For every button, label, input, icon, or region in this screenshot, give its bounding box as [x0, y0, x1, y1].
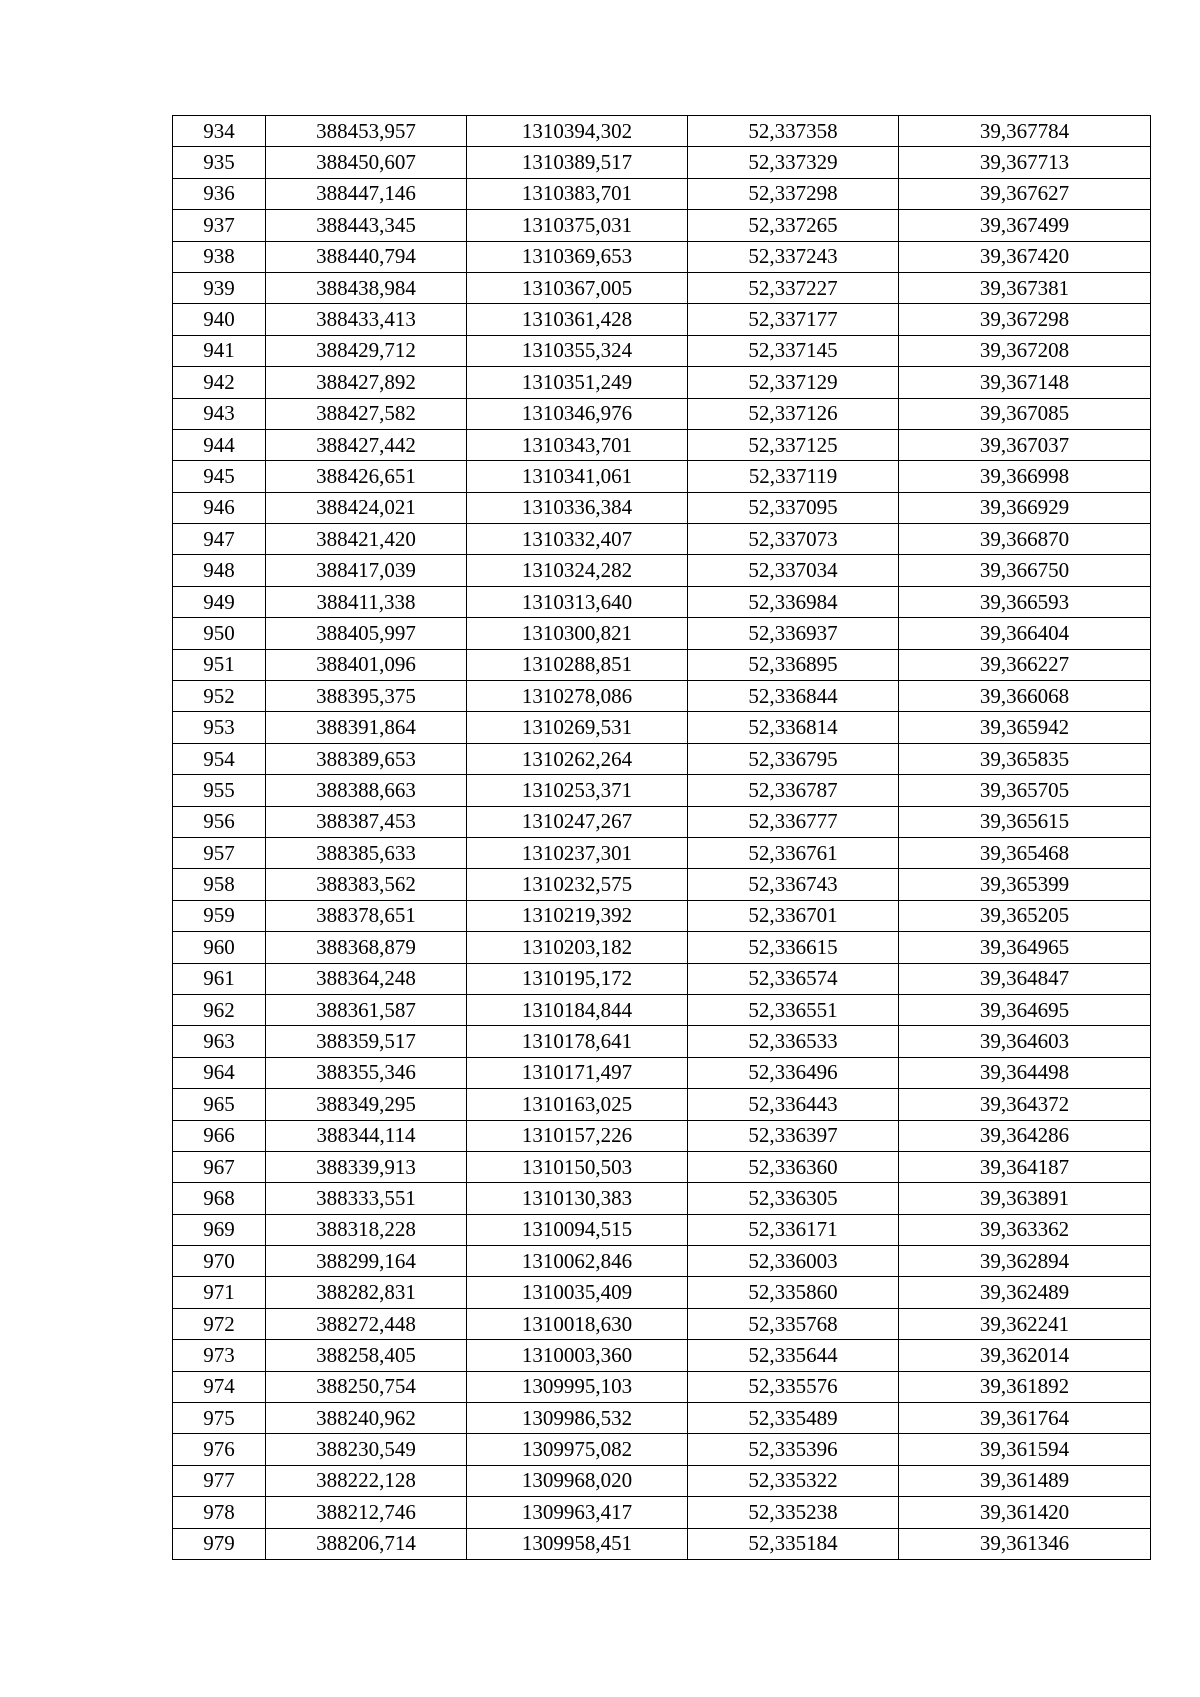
latitude-cell: 52,336171	[688, 1214, 899, 1245]
longitude-cell: 39,366870	[899, 524, 1151, 555]
y-coordinate-cell: 1310375,031	[467, 210, 688, 241]
x-coordinate-cell: 388282,831	[266, 1277, 467, 1308]
x-coordinate-cell: 388344,114	[266, 1120, 467, 1151]
latitude-cell: 52,336397	[688, 1120, 899, 1151]
x-coordinate-cell: 388440,794	[266, 241, 467, 272]
longitude-cell: 39,366068	[899, 681, 1151, 712]
table-row	[173, 1308, 1151, 1339]
y-coordinate-cell: 1310361,428	[467, 304, 688, 335]
y-coordinate-cell: 1310394,302	[467, 116, 688, 147]
latitude-cell: 52,336443	[688, 1089, 899, 1120]
longitude-cell: 39,365835	[899, 743, 1151, 774]
latitude-cell: 52,337095	[688, 492, 899, 523]
point-number-cell: 955	[173, 775, 266, 806]
longitude-cell: 39,367627	[899, 178, 1151, 209]
latitude-cell: 52,336533	[688, 1026, 899, 1057]
latitude-cell: 52,336305	[688, 1183, 899, 1214]
point-number-cell: 979	[173, 1528, 266, 1559]
x-coordinate-cell: 388427,582	[266, 398, 467, 429]
y-coordinate-cell: 1310163,025	[467, 1089, 688, 1120]
point-number-cell: 961	[173, 963, 266, 994]
table-row	[173, 806, 1151, 837]
latitude-cell: 52,337227	[688, 272, 899, 303]
latitude-cell: 52,337358	[688, 116, 899, 147]
x-coordinate-cell: 388385,633	[266, 837, 467, 868]
latitude-cell: 52,335396	[688, 1434, 899, 1465]
x-coordinate-cell: 388349,295	[266, 1089, 467, 1120]
table-row	[173, 586, 1151, 617]
table-row	[173, 900, 1151, 931]
y-coordinate-cell: 1310130,383	[467, 1183, 688, 1214]
longitude-cell: 39,364847	[899, 963, 1151, 994]
table-row	[173, 837, 1151, 868]
table-row	[173, 1277, 1151, 1308]
latitude-cell: 52,336615	[688, 932, 899, 963]
x-coordinate-cell: 388427,442	[266, 429, 467, 460]
point-number-cell: 949	[173, 586, 266, 617]
y-coordinate-cell: 1310369,653	[467, 241, 688, 272]
latitude-cell: 52,335322	[688, 1465, 899, 1496]
point-number-cell: 941	[173, 335, 266, 366]
table-row	[173, 775, 1151, 806]
latitude-cell: 52,337265	[688, 210, 899, 241]
x-coordinate-cell: 388212,746	[266, 1497, 467, 1528]
latitude-cell: 52,337129	[688, 367, 899, 398]
table-row	[173, 461, 1151, 492]
longitude-cell: 39,364695	[899, 994, 1151, 1025]
table-row	[173, 272, 1151, 303]
x-coordinate-cell: 388383,562	[266, 869, 467, 900]
y-coordinate-cell: 1310195,172	[467, 963, 688, 994]
table-row	[173, 116, 1151, 147]
x-coordinate-cell: 388258,405	[266, 1340, 467, 1371]
point-number-cell: 969	[173, 1214, 266, 1245]
y-coordinate-cell: 1310300,821	[467, 618, 688, 649]
y-coordinate-cell: 1309995,103	[467, 1371, 688, 1402]
x-coordinate-cell: 388453,957	[266, 116, 467, 147]
table-row	[173, 492, 1151, 523]
point-number-cell: 948	[173, 555, 266, 586]
x-coordinate-cell: 388443,345	[266, 210, 467, 241]
latitude-cell: 52,337177	[688, 304, 899, 335]
latitude-cell: 52,336496	[688, 1057, 899, 1088]
point-number-cell: 970	[173, 1246, 266, 1277]
longitude-cell: 39,364965	[899, 932, 1151, 963]
table-row	[173, 178, 1151, 209]
y-coordinate-cell: 1310332,407	[467, 524, 688, 555]
point-number-cell: 962	[173, 994, 266, 1025]
point-number-cell: 973	[173, 1340, 266, 1371]
y-coordinate-cell: 1309968,020	[467, 1465, 688, 1496]
x-coordinate-cell: 388433,413	[266, 304, 467, 335]
latitude-cell: 52,337329	[688, 147, 899, 178]
point-number-cell: 934	[173, 116, 266, 147]
latitude-cell: 52,336814	[688, 712, 899, 743]
x-coordinate-cell: 388395,375	[266, 681, 467, 712]
table-row	[173, 1403, 1151, 1434]
longitude-cell: 39,365399	[899, 869, 1151, 900]
point-number-cell: 943	[173, 398, 266, 429]
table-row	[173, 1465, 1151, 1496]
x-coordinate-cell: 388429,712	[266, 335, 467, 366]
latitude-cell: 52,337126	[688, 398, 899, 429]
point-number-cell: 940	[173, 304, 266, 335]
point-number-cell: 965	[173, 1089, 266, 1120]
x-coordinate-cell: 388359,517	[266, 1026, 467, 1057]
point-number-cell: 959	[173, 900, 266, 931]
table-row	[173, 367, 1151, 398]
x-coordinate-cell: 388387,453	[266, 806, 467, 837]
table-row	[173, 681, 1151, 712]
point-number-cell: 947	[173, 524, 266, 555]
table-row	[173, 1057, 1151, 1088]
y-coordinate-cell: 1310003,360	[467, 1340, 688, 1371]
latitude-cell: 52,336551	[688, 994, 899, 1025]
point-number-cell: 956	[173, 806, 266, 837]
y-coordinate-cell: 1310247,267	[467, 806, 688, 837]
y-coordinate-cell: 1310219,392	[467, 900, 688, 931]
latitude-cell: 52,337119	[688, 461, 899, 492]
latitude-cell: 52,336761	[688, 837, 899, 868]
latitude-cell: 52,336895	[688, 649, 899, 680]
longitude-cell: 39,366750	[899, 555, 1151, 586]
latitude-cell: 52,336795	[688, 743, 899, 774]
y-coordinate-cell: 1310288,851	[467, 649, 688, 680]
longitude-cell: 39,363891	[899, 1183, 1151, 1214]
y-coordinate-cell: 1310269,531	[467, 712, 688, 743]
longitude-cell: 39,361346	[899, 1528, 1151, 1559]
x-coordinate-cell: 388222,128	[266, 1465, 467, 1496]
y-coordinate-cell: 1310341,061	[467, 461, 688, 492]
y-coordinate-cell: 1310278,086	[467, 681, 688, 712]
coordinates-table	[172, 115, 1151, 1560]
point-number-cell: 950	[173, 618, 266, 649]
y-coordinate-cell: 1310343,701	[467, 429, 688, 460]
table-row	[173, 1246, 1151, 1277]
point-number-cell: 945	[173, 461, 266, 492]
latitude-cell: 52,335576	[688, 1371, 899, 1402]
point-number-cell: 935	[173, 147, 266, 178]
table-row	[173, 869, 1151, 900]
table-row	[173, 398, 1151, 429]
longitude-cell: 39,365468	[899, 837, 1151, 868]
latitude-cell: 52,337073	[688, 524, 899, 555]
longitude-cell: 39,363362	[899, 1214, 1151, 1245]
point-number-cell: 957	[173, 837, 266, 868]
table-row	[173, 1026, 1151, 1057]
x-coordinate-cell: 388405,997	[266, 618, 467, 649]
longitude-cell: 39,367085	[899, 398, 1151, 429]
table-row	[173, 963, 1151, 994]
y-coordinate-cell: 1310313,640	[467, 586, 688, 617]
table-row	[173, 1497, 1151, 1528]
longitude-cell: 39,362894	[899, 1246, 1151, 1277]
point-number-cell: 938	[173, 241, 266, 272]
longitude-cell: 39,361594	[899, 1434, 1151, 1465]
latitude-cell: 52,336743	[688, 869, 899, 900]
table-row	[173, 429, 1151, 460]
y-coordinate-cell: 1310203,182	[467, 932, 688, 963]
latitude-cell: 52,336937	[688, 618, 899, 649]
x-coordinate-cell: 388230,549	[266, 1434, 467, 1465]
table-body	[173, 116, 1151, 1560]
y-coordinate-cell: 1310262,264	[467, 743, 688, 774]
longitude-cell: 39,361420	[899, 1497, 1151, 1528]
y-coordinate-cell: 1310351,249	[467, 367, 688, 398]
longitude-cell: 39,367499	[899, 210, 1151, 241]
x-coordinate-cell: 388424,021	[266, 492, 467, 523]
point-number-cell: 977	[173, 1465, 266, 1496]
point-number-cell: 966	[173, 1120, 266, 1151]
x-coordinate-cell: 388426,651	[266, 461, 467, 492]
longitude-cell: 39,367037	[899, 429, 1151, 460]
table-row	[173, 524, 1151, 555]
point-number-cell: 976	[173, 1434, 266, 1465]
x-coordinate-cell: 388240,962	[266, 1403, 467, 1434]
x-coordinate-cell: 388447,146	[266, 178, 467, 209]
y-coordinate-cell: 1310184,844	[467, 994, 688, 1025]
table-row	[173, 304, 1151, 335]
longitude-cell: 39,364372	[899, 1089, 1151, 1120]
y-coordinate-cell: 1309986,532	[467, 1403, 688, 1434]
point-number-cell: 951	[173, 649, 266, 680]
latitude-cell: 52,335768	[688, 1308, 899, 1339]
longitude-cell: 39,365705	[899, 775, 1151, 806]
latitude-cell: 52,335644	[688, 1340, 899, 1371]
latitude-cell: 52,335184	[688, 1528, 899, 1559]
x-coordinate-cell: 388438,984	[266, 272, 467, 303]
table-row	[173, 210, 1151, 241]
table-row	[173, 649, 1151, 680]
latitude-cell: 52,336844	[688, 681, 899, 712]
table-row	[173, 1214, 1151, 1245]
x-coordinate-cell: 388450,607	[266, 147, 467, 178]
point-number-cell: 964	[173, 1057, 266, 1088]
latitude-cell: 52,337125	[688, 429, 899, 460]
latitude-cell: 52,336984	[688, 586, 899, 617]
table-row	[173, 1183, 1151, 1214]
longitude-cell: 39,367148	[899, 367, 1151, 398]
latitude-cell: 52,337034	[688, 555, 899, 586]
y-coordinate-cell: 1309958,451	[467, 1528, 688, 1559]
y-coordinate-cell: 1310062,846	[467, 1246, 688, 1277]
x-coordinate-cell: 388333,551	[266, 1183, 467, 1214]
latitude-cell: 52,336003	[688, 1246, 899, 1277]
point-number-cell: 972	[173, 1308, 266, 1339]
point-number-cell: 975	[173, 1403, 266, 1434]
x-coordinate-cell: 388272,448	[266, 1308, 467, 1339]
table-row	[173, 932, 1151, 963]
x-coordinate-cell: 388364,248	[266, 963, 467, 994]
y-coordinate-cell: 1310018,630	[467, 1308, 688, 1339]
y-coordinate-cell: 1310253,371	[467, 775, 688, 806]
table-row	[173, 1151, 1151, 1182]
y-coordinate-cell: 1310355,324	[467, 335, 688, 366]
longitude-cell: 39,365205	[899, 900, 1151, 931]
longitude-cell: 39,365942	[899, 712, 1151, 743]
y-coordinate-cell: 1310178,641	[467, 1026, 688, 1057]
y-coordinate-cell: 1309975,082	[467, 1434, 688, 1465]
latitude-cell: 52,337145	[688, 335, 899, 366]
latitude-cell: 52,336701	[688, 900, 899, 931]
table-row	[173, 712, 1151, 743]
point-number-cell: 978	[173, 1497, 266, 1528]
x-coordinate-cell: 388427,892	[266, 367, 467, 398]
longitude-cell: 39,366404	[899, 618, 1151, 649]
longitude-cell: 39,367713	[899, 147, 1151, 178]
longitude-cell: 39,361892	[899, 1371, 1151, 1402]
longitude-cell: 39,364498	[899, 1057, 1151, 1088]
x-coordinate-cell: 388388,663	[266, 775, 467, 806]
table-row	[173, 147, 1151, 178]
x-coordinate-cell: 388378,651	[266, 900, 467, 931]
y-coordinate-cell: 1310324,282	[467, 555, 688, 586]
point-number-cell: 960	[173, 932, 266, 963]
point-number-cell: 968	[173, 1183, 266, 1214]
y-coordinate-cell: 1310367,005	[467, 272, 688, 303]
point-number-cell: 963	[173, 1026, 266, 1057]
y-coordinate-cell: 1310383,701	[467, 178, 688, 209]
point-number-cell: 946	[173, 492, 266, 523]
y-coordinate-cell: 1310389,517	[467, 147, 688, 178]
point-number-cell: 971	[173, 1277, 266, 1308]
longitude-cell: 39,364286	[899, 1120, 1151, 1151]
longitude-cell: 39,366227	[899, 649, 1151, 680]
table-row	[173, 1120, 1151, 1151]
longitude-cell: 39,366929	[899, 492, 1151, 523]
table-row	[173, 1528, 1151, 1559]
point-number-cell: 967	[173, 1151, 266, 1182]
x-coordinate-cell: 388206,714	[266, 1528, 467, 1559]
longitude-cell: 39,367208	[899, 335, 1151, 366]
point-number-cell: 953	[173, 712, 266, 743]
longitude-cell: 39,367420	[899, 241, 1151, 272]
x-coordinate-cell: 388417,039	[266, 555, 467, 586]
x-coordinate-cell: 388421,420	[266, 524, 467, 555]
x-coordinate-cell: 388318,228	[266, 1214, 467, 1245]
y-coordinate-cell: 1310094,515	[467, 1214, 688, 1245]
latitude-cell: 52,337243	[688, 241, 899, 272]
y-coordinate-cell: 1310237,301	[467, 837, 688, 868]
latitude-cell: 52,336777	[688, 806, 899, 837]
longitude-cell: 39,366998	[899, 461, 1151, 492]
y-coordinate-cell: 1310232,575	[467, 869, 688, 900]
point-number-cell: 954	[173, 743, 266, 774]
y-coordinate-cell: 1310150,503	[467, 1151, 688, 1182]
x-coordinate-cell: 388401,096	[266, 649, 467, 680]
x-coordinate-cell: 388368,879	[266, 932, 467, 963]
latitude-cell: 52,336360	[688, 1151, 899, 1182]
point-number-cell: 937	[173, 210, 266, 241]
longitude-cell: 39,367381	[899, 272, 1151, 303]
longitude-cell: 39,367784	[899, 116, 1151, 147]
table-row	[173, 743, 1151, 774]
x-coordinate-cell: 388361,587	[266, 994, 467, 1025]
latitude-cell: 52,336787	[688, 775, 899, 806]
x-coordinate-cell: 388355,346	[266, 1057, 467, 1088]
point-number-cell: 944	[173, 429, 266, 460]
table-row	[173, 1340, 1151, 1371]
table-row	[173, 618, 1151, 649]
latitude-cell: 52,335238	[688, 1497, 899, 1528]
longitude-cell: 39,365615	[899, 806, 1151, 837]
point-number-cell: 942	[173, 367, 266, 398]
table-row	[173, 1089, 1151, 1120]
point-number-cell: 974	[173, 1371, 266, 1402]
longitude-cell: 39,361764	[899, 1403, 1151, 1434]
y-coordinate-cell: 1310336,384	[467, 492, 688, 523]
y-coordinate-cell: 1310171,497	[467, 1057, 688, 1088]
x-coordinate-cell: 388389,653	[266, 743, 467, 774]
y-coordinate-cell: 1309963,417	[467, 1497, 688, 1528]
table-row	[173, 555, 1151, 586]
longitude-cell: 39,361489	[899, 1465, 1151, 1496]
point-number-cell: 936	[173, 178, 266, 209]
latitude-cell: 52,336574	[688, 963, 899, 994]
x-coordinate-cell: 388299,164	[266, 1246, 467, 1277]
table-row	[173, 1434, 1151, 1465]
longitude-cell: 39,364603	[899, 1026, 1151, 1057]
point-number-cell: 939	[173, 272, 266, 303]
latitude-cell: 52,335860	[688, 1277, 899, 1308]
table-row	[173, 335, 1151, 366]
longitude-cell: 39,362489	[899, 1277, 1151, 1308]
x-coordinate-cell: 388391,864	[266, 712, 467, 743]
latitude-cell: 52,337298	[688, 178, 899, 209]
x-coordinate-cell: 388411,338	[266, 586, 467, 617]
table-row	[173, 1371, 1151, 1402]
y-coordinate-cell: 1310346,976	[467, 398, 688, 429]
point-number-cell: 958	[173, 869, 266, 900]
x-coordinate-cell: 388339,913	[266, 1151, 467, 1182]
longitude-cell: 39,362241	[899, 1308, 1151, 1339]
point-number-cell: 952	[173, 681, 266, 712]
table-row	[173, 241, 1151, 272]
x-coordinate-cell: 388250,754	[266, 1371, 467, 1402]
table-row	[173, 994, 1151, 1025]
longitude-cell: 39,367298	[899, 304, 1151, 335]
latitude-cell: 52,335489	[688, 1403, 899, 1434]
y-coordinate-cell: 1310035,409	[467, 1277, 688, 1308]
longitude-cell: 39,366593	[899, 586, 1151, 617]
longitude-cell: 39,362014	[899, 1340, 1151, 1371]
longitude-cell: 39,364187	[899, 1151, 1151, 1182]
y-coordinate-cell: 1310157,226	[467, 1120, 688, 1151]
